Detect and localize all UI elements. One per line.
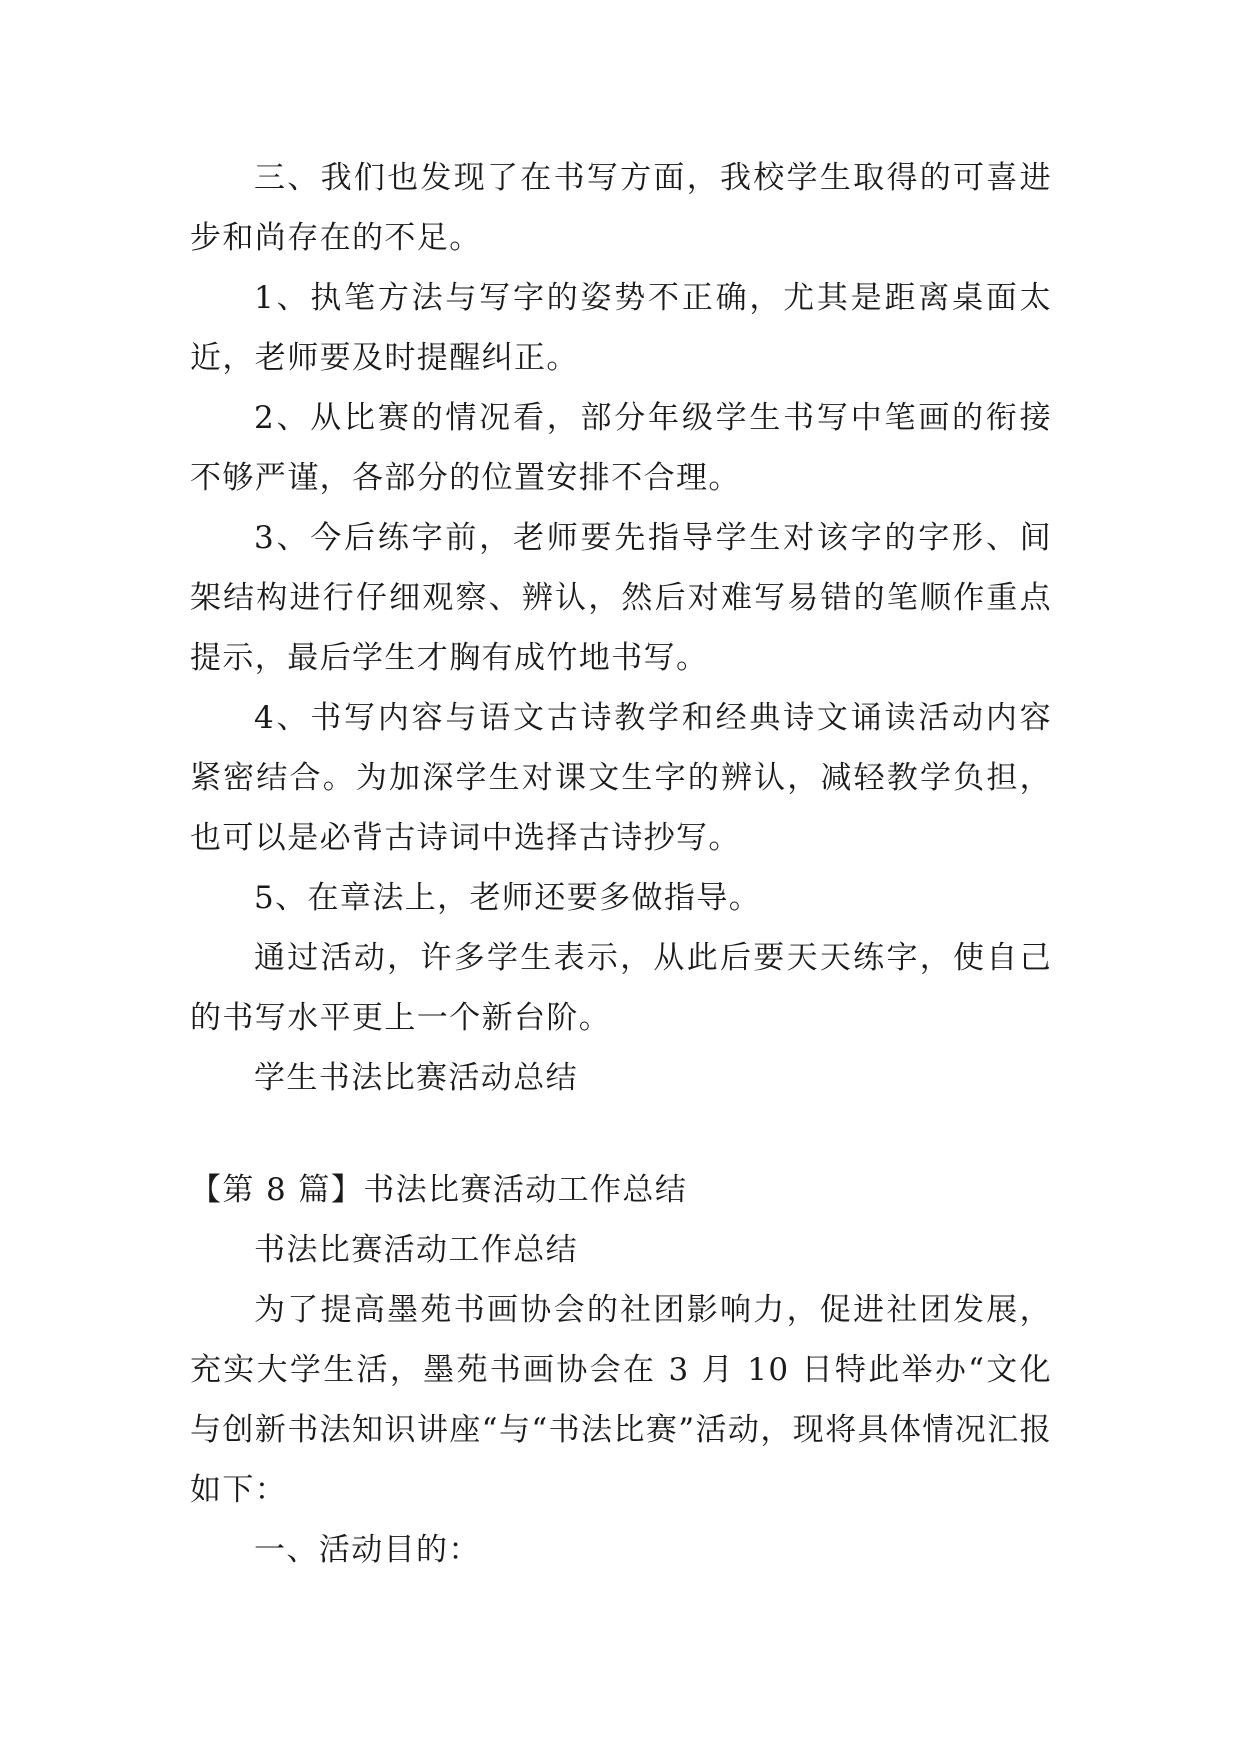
- paragraph-item-1: 1、执笔方法与写字的姿势不正确，尤其是距离桌面太近，老师要及时提醒纠正。: [190, 280, 1052, 376]
- paragraph-item-5: 5、在章法上，老师还要多做指导。: [254, 880, 762, 916]
- paragraph-item-2: 2、从比赛的情况看，部分年级学生书写中笔画的衔接不够严谨，各部分的位置安排不合理。: [190, 400, 1052, 496]
- paragraph-report-intro: 为了提高墨苑书画协会的社团影响力，促进社团发展，充实大学生活，墨苑书画协会在 3 月 10 日特此举办“文化与创新书法知识讲座“与“书法比赛”活动，现将具体情况汇报如下：: [190, 1292, 1052, 1508]
- paragraph-findings-intro: 三、我们也发现了在书写方面，我校学生取得的可喜进步和尚存在的不足。: [190, 160, 1052, 256]
- section-heading: 【第 8 篇】书法比赛活动工作总结: [190, 1172, 688, 1208]
- paragraph-item-4: 4、书写内容与语文古诗教学和经典诗文诵读活动内容紧密结合。为加深学生对课文生字的辨认，减轻教学负担，也可以是必背古诗词中选择古诗抄写。: [190, 700, 1052, 856]
- paragraph-item-3: 3、今后练字前，老师要先指导学生对该字的字形、间架结构进行仔细观察、辨认，然后对难写易错的笔顺作重点提示，最后学生才胸有成竹地书写。: [190, 520, 1052, 676]
- paragraph-conclusion: 通过活动，许多学生表示，从此后要天天练字，使自己的书写水平更上一个新台阶。: [190, 940, 1052, 1036]
- document-body: [190, 148, 1052, 1580]
- paragraph-summary-title: 学生书法比赛活动总结: [254, 1060, 578, 1096]
- paragraph-activity-purpose: 一、活动目的：: [254, 1532, 481, 1568]
- paragraph-report-title: 书法比赛活动工作总结: [254, 1232, 578, 1268]
- section-spacer: [190, 1108, 1052, 1160]
